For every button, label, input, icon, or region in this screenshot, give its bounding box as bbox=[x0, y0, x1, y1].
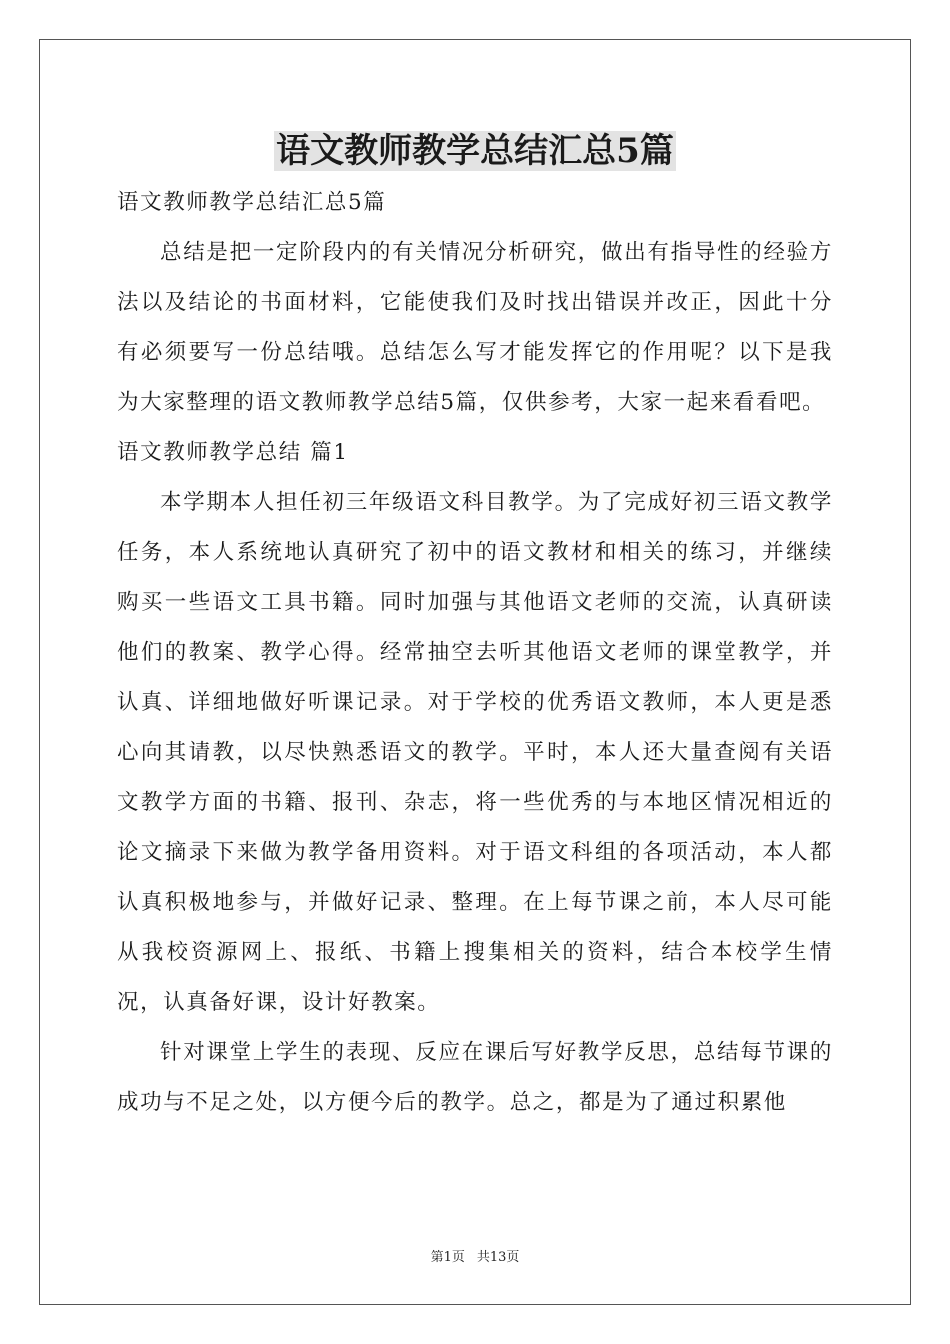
intro-paragraph: 总结是把一定阶段内的有关情况分析研究，做出有指导性的经验方法以及结论的书面材料，它能使我们及时找出错误并改正，因此十分有必须要写一份总结哦。总结怎么写才能发挥它的作用呢？以下是我为大家整理的语文教师教学总结5篇，仅供参考，大家一起来看看吧。 bbox=[117, 240, 833, 415]
page-total: 共13页 bbox=[476, 1250, 520, 1265]
body-paragraph: 本学期本人担任初三年级语文科目教学。为了完成好初三语文教学任务，本人系统地认真研究了初中的语文教材和相关的练习，并继续购买一些语文工具书籍。同时加强与其他语文老师的交流，认真研读他们的教案、教学心得。经常抽空去听其他语文老师的课堂教学，并认真、详细地做好听课记录。对于学校的优秀语文教师，本人更是悉心向其请教，以尽快熟悉语文的教学。平时，本人还大量查阅有关语文教学方面的书籍、报刊、杂志，将一些优秀的与本地区情况相近的论文摘录下来做为教学备用资料。对于语文科组的各项活动，本人都认真积极地参与，并做好记录、整理。在上每节课之前，本人尽可能从我校资源网上、报纸、书籍上搜集相关的资料，结合本校学生情况，认真备好课，设计好教案。 bbox=[117, 490, 833, 1015]
page-number: 第1页 bbox=[430, 1250, 465, 1265]
document-title bbox=[0, 128, 950, 174]
section-heading: 语文教师教学总结 篇1 bbox=[117, 440, 349, 465]
subtitle-line: 语文教师教学总结汇总5篇 bbox=[117, 190, 387, 215]
document-title-text: 语文教师教学总结汇总5篇 bbox=[276, 131, 674, 171]
body-paragraph: 针对课堂上学生的表现、反应在课后写好教学反思，总结每节课的成功与不足之处，以方便今后的教学。总之，都是为了通过积累他 bbox=[117, 1040, 833, 1115]
page-footer bbox=[0, 1250, 950, 1266]
document-body bbox=[117, 178, 833, 1128]
